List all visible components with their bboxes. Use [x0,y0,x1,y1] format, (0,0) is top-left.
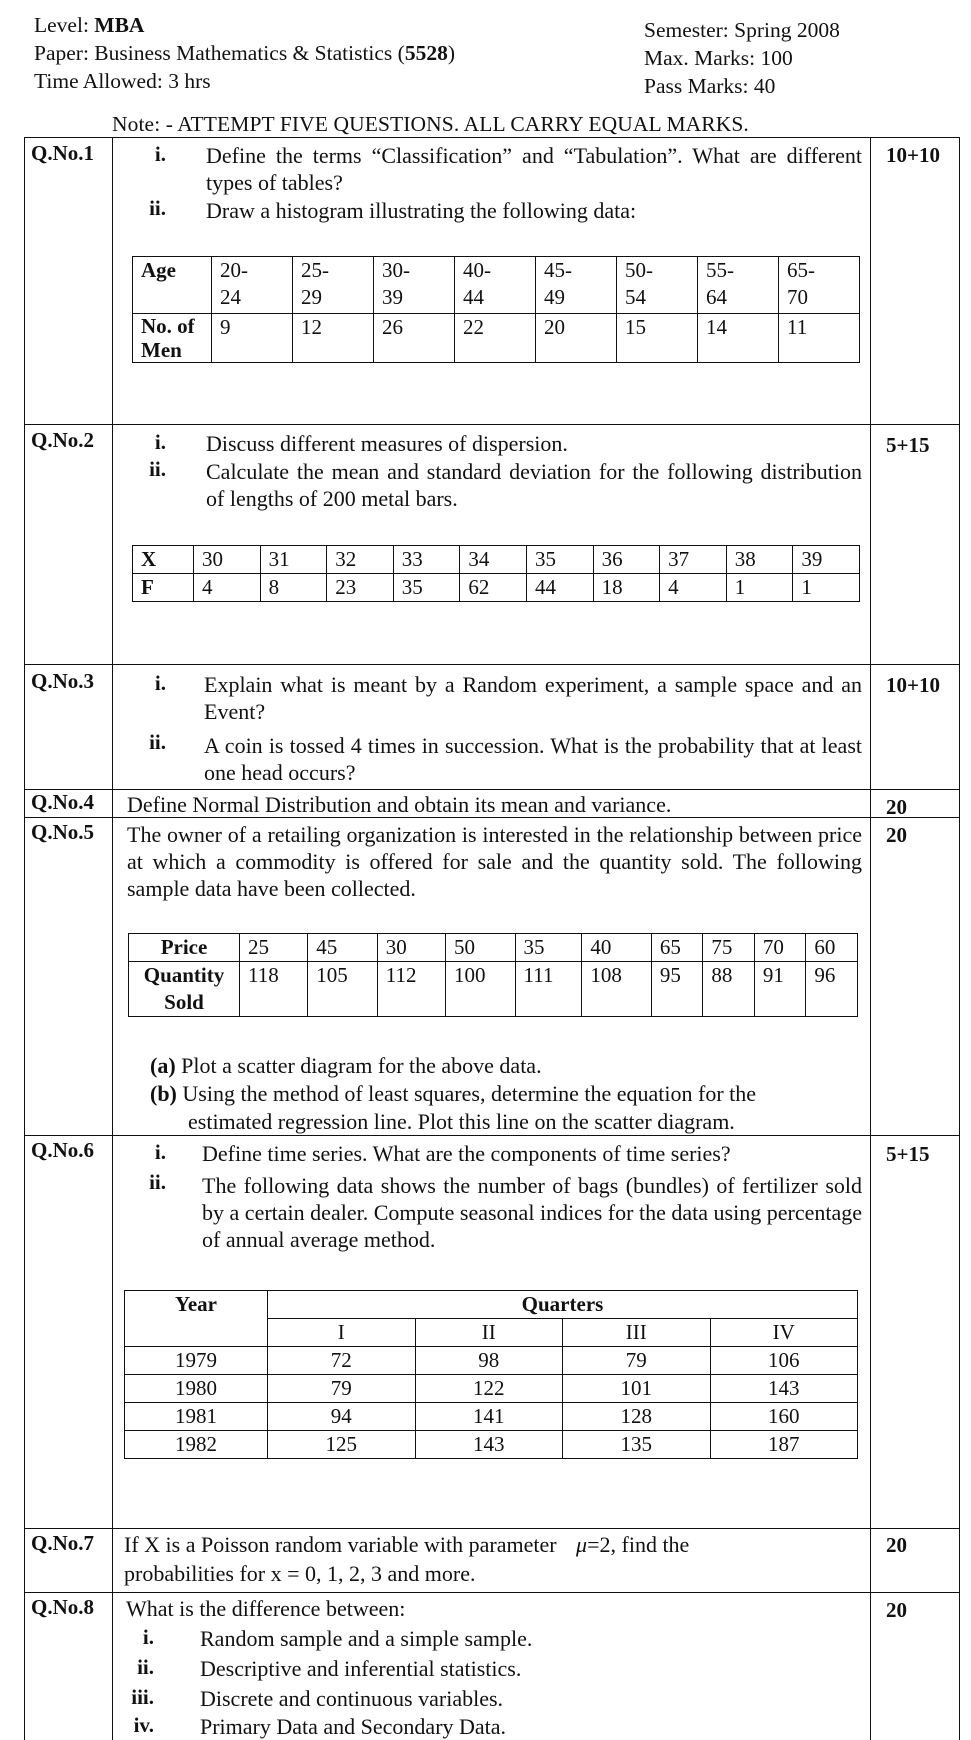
price-cell: 65 [651,934,703,962]
age-header: Age [133,257,212,314]
q2-xf-table [132,545,860,602]
x-cell: 33 [393,546,460,574]
exam-header-left [34,11,455,95]
q6-quarters-table [124,1290,858,1459]
quantity-cell: 91 [754,962,806,1017]
grid-col-divider-1 [112,137,113,1740]
q1-i-text: Define the terms “Classification” and “Tabulation”. What are different types of tables? [206,143,862,195]
value-cell: 141 [415,1403,563,1431]
q4-marks: 20 [886,795,907,819]
q4-number: Q.No.4 [31,790,94,814]
quantity-cell: 105 [308,962,378,1017]
q2-ii-text: Calculate the mean and standard deviation for the following distribution of lengths of 200 metal bars. [206,459,862,511]
grid-col-divider-2 [870,137,871,1740]
q5-b-label: (b) [150,1081,177,1106]
f-cell: 62 [460,574,527,602]
q6-number: Q.No.6 [31,1138,94,1162]
age-cell [293,257,374,314]
f-cell: 44 [526,574,593,602]
men-header-line2: Men [141,338,182,362]
quantity-cell: 118 [240,962,308,1017]
q6-i-text: Define time series. What are the components of time series? [202,1141,731,1166]
table-row [125,1291,858,1319]
price-cell: 60 [806,934,858,962]
q7-text-part2: =2, find the [587,1532,690,1557]
q6-ii-label: ii. [149,1170,166,1194]
q3-i-text: Explain what is meant by a Random experiment, a sample space and an Event? [204,672,862,724]
f-cell: 1 [793,574,860,602]
q2-marks: 5+15 [886,433,930,457]
q5-text: The owner of a retailing organization is interested in the relationship between price at which a commodity is offered for sale and the quantity sold. The following sample data have been collected. [127,822,862,901]
q1-ii-text: Draw a histogram illustrating the following data: [206,198,637,223]
pass-marks: Pass Marks: 40 [644,74,776,98]
mu-symbol: μ [576,1532,588,1557]
semester: Semester: Spring 2008 [644,18,840,42]
price-cell: 25 [240,934,308,962]
quantity-cell: 88 [703,962,755,1017]
q8-item-label: i. [142,1625,154,1649]
price-cell: 30 [377,934,445,962]
q8-item-label: iv. [133,1713,154,1737]
level-label: Level: [34,13,89,37]
price-cell: 45 [308,934,378,962]
f-cell: 1 [726,574,793,602]
x-cell: 38 [726,546,793,574]
x-cell: 34 [460,546,527,574]
x-cell: 37 [660,546,727,574]
age-cell-bottom: 70 [787,285,808,309]
value-cell: 79 [563,1347,711,1375]
age-cell-top: 55- [706,258,734,282]
age-cell-bottom: 64 [706,285,727,309]
exam-header-right [644,16,840,100]
q3-ii-label: ii. [149,730,166,754]
price-cell: 35 [515,934,582,962]
price-cell: 50 [445,934,515,962]
quantity-cell: 111 [515,962,582,1017]
age-cell-top: 40- [463,258,491,282]
q5-a-text: Plot a scatter diagram for the above data. [181,1053,542,1078]
men-cell: 9 [212,314,293,363]
quantity-cell: 100 [445,962,515,1017]
q5-b-text-line2: estimated regression line. Plot this line on the scatter diagram. [188,1109,735,1134]
time-allowed: Time Allowed: 3 hrs [34,69,211,93]
quarter-header: I [268,1319,416,1347]
quantity-header-line2: Sold [164,990,204,1014]
table-row [133,574,860,602]
value-cell: 143 [710,1375,858,1403]
age-cell-top: 50- [625,258,653,282]
q2-i-text: Discuss different measures of dispersion. [206,431,568,456]
paper-label: Paper: Business Mathematics & Statistics ( [34,41,405,65]
value-cell: 143 [415,1431,563,1459]
men-cell: 15 [617,314,698,363]
q8-item-text: Primary Data and Secondary Data. [200,1714,507,1739]
level-line [34,11,455,39]
q3-marks: 10+10 [886,673,940,697]
q3-number: Q.No.3 [31,669,94,693]
age-cell [698,257,779,314]
q8-item-label: ii. [137,1655,154,1679]
age-cell [779,257,860,314]
age-cell [212,257,293,314]
year-cell: 1982 [125,1431,268,1459]
quarters-header: Quarters [268,1291,858,1319]
table-row [125,1375,858,1403]
q7-text-part1: If X is a Poisson random variable with parameter [124,1532,557,1557]
price-cell: 70 [754,934,806,962]
table-row [125,1431,858,1459]
q3-ii-text: A coin is tossed 4 times in succession. What is the probability that at least one head occurs? [204,733,862,785]
age-cell-bottom: 54 [625,285,646,309]
q5-b-text-line1: Using the method of least squares, determine the equation for the [182,1081,757,1106]
quantity-cell: 112 [377,962,445,1017]
age-cell-bottom: 49 [544,285,565,309]
quarter-header: II [415,1319,563,1347]
value-cell: 128 [563,1403,711,1431]
value-cell: 160 [710,1403,858,1431]
q8-item-text: Descriptive and inferential statistics. [200,1656,522,1681]
quantity-header [129,962,240,1017]
price-cell: 75 [703,934,755,962]
value-cell: 94 [268,1403,416,1431]
q8-intro: What is the difference between: [126,1596,406,1621]
x-cell: 30 [194,546,261,574]
value-cell: 135 [563,1431,711,1459]
table-row [133,314,860,363]
level-value: MBA [94,13,145,37]
q6-marks: 5+15 [886,1142,930,1166]
q7-text-line1 [124,1531,862,1558]
men-cell: 12 [293,314,374,363]
grid-left-border [24,137,25,1740]
q5-marks: 20 [886,823,907,847]
grid-line-top [24,137,959,138]
q7-text-line2: probabilities for x = 0, 1, 2, 3 and more. [124,1561,476,1586]
table-row [129,934,858,962]
f-cell: 4 [660,574,727,602]
age-cell-top: 45- [544,258,572,282]
value-cell: 125 [268,1431,416,1459]
age-cell [374,257,455,314]
q5-number: Q.No.5 [31,820,94,844]
f-cell: 23 [327,574,394,602]
q1-age-table [132,256,860,363]
table-row [133,546,860,574]
q8-number: Q.No.8 [31,1595,94,1619]
f-cell: 8 [260,574,327,602]
q8-item-label: iii. [131,1685,154,1709]
year-header: Year [125,1291,268,1347]
quarter-header: III [563,1319,711,1347]
q1-i-label: i. [154,142,166,166]
q1-marks: 10+10 [886,143,940,167]
paper-code: 5528 [404,41,448,65]
age-cell-top: 65- [787,258,815,282]
exam-note: Note: - ATTEMPT FIVE QUESTIONS. ALL CARRY EQUAL MARKS. [112,112,749,136]
age-cell-top: 30- [382,258,410,282]
men-cell: 26 [374,314,455,363]
age-cell-top: 20- [220,258,248,282]
x-cell: 31 [260,546,327,574]
x-cell: 39 [793,546,860,574]
q6-i-label: i. [154,1140,166,1164]
grid-line-q7 [24,1528,959,1529]
table-row [125,1347,858,1375]
q5-part-a [150,1052,860,1079]
table-row [125,1403,858,1431]
q1-number: Q.No.1 [31,141,94,165]
paper-close: ) [447,41,456,65]
grid-line-q3 [24,664,959,665]
x-header: X [133,546,194,574]
grid-line-q4 [24,789,959,790]
value-cell: 72 [268,1347,416,1375]
value-cell: 187 [710,1431,858,1459]
table-row [133,257,860,314]
grid-line-q8 [24,1592,959,1593]
q5-part-b [150,1080,870,1107]
q8-item-text: Random sample and a simple sample. [200,1626,533,1651]
table-row [129,962,858,1017]
price-cell: 40 [582,934,652,962]
men-cell: 14 [698,314,779,363]
paper-line [34,39,455,67]
x-cell: 32 [327,546,394,574]
f-header: F [133,574,194,602]
quantity-cell: 108 [582,962,652,1017]
men-cell: 11 [779,314,860,363]
age-cell-bottom: 44 [463,285,484,309]
men-header-line1: No. of [141,314,195,338]
value-cell: 122 [415,1375,563,1403]
quantity-cell: 96 [806,962,858,1017]
value-cell: 106 [710,1347,858,1375]
grid-line-q2 [24,424,959,425]
age-cell-top: 25- [301,258,329,282]
quantity-cell: 95 [651,962,703,1017]
q7-number: Q.No.7 [31,1531,94,1555]
men-cell: 22 [455,314,536,363]
age-cell [617,257,698,314]
f-cell: 18 [593,574,660,602]
q6-ii-text: The following data shows the number of bags (bundles) of fertilizer sold by a certain dealer. Compute seasonal indices for the data using percentage of annual average method. [202,1173,862,1252]
q2-i-label: i. [154,430,166,454]
age-cell [536,257,617,314]
q4-text: Define Normal Distribution and obtain its mean and variance. [127,792,672,817]
men-header [133,314,212,363]
grid-line-q6 [24,1135,959,1136]
age-cell-bottom: 24 [220,285,241,309]
q8-item-text: Discrete and continuous variables. [200,1686,504,1711]
age-cell-bottom: 39 [382,285,403,309]
q8-marks: 20 [886,1598,907,1622]
value-cell: 79 [268,1375,416,1403]
price-header: Price [129,934,240,962]
max-marks: Max. Marks: 100 [644,46,793,70]
q5-price-table [128,933,858,1017]
men-cell: 20 [536,314,617,363]
q3-i-label: i. [154,671,166,695]
q2-number: Q.No.2 [31,428,94,452]
year-cell: 1979 [125,1347,268,1375]
year-cell: 1981 [125,1403,268,1431]
x-cell: 35 [526,546,593,574]
q7-marks: 20 [886,1533,907,1557]
age-cell-bottom: 29 [301,285,322,309]
q2-ii-label: ii. [149,457,166,481]
grid-right-border [959,137,960,1740]
value-cell: 98 [415,1347,563,1375]
value-cell: 101 [563,1375,711,1403]
q5-a-label: (a) [150,1053,176,1078]
age-cell [455,257,536,314]
f-cell: 4 [194,574,261,602]
quarter-header: IV [710,1319,858,1347]
x-cell: 36 [593,546,660,574]
year-cell: 1980 [125,1375,268,1403]
f-cell: 35 [393,574,460,602]
quantity-header-line1: Quantity [143,963,225,987]
q1-ii-label: ii. [149,196,166,220]
